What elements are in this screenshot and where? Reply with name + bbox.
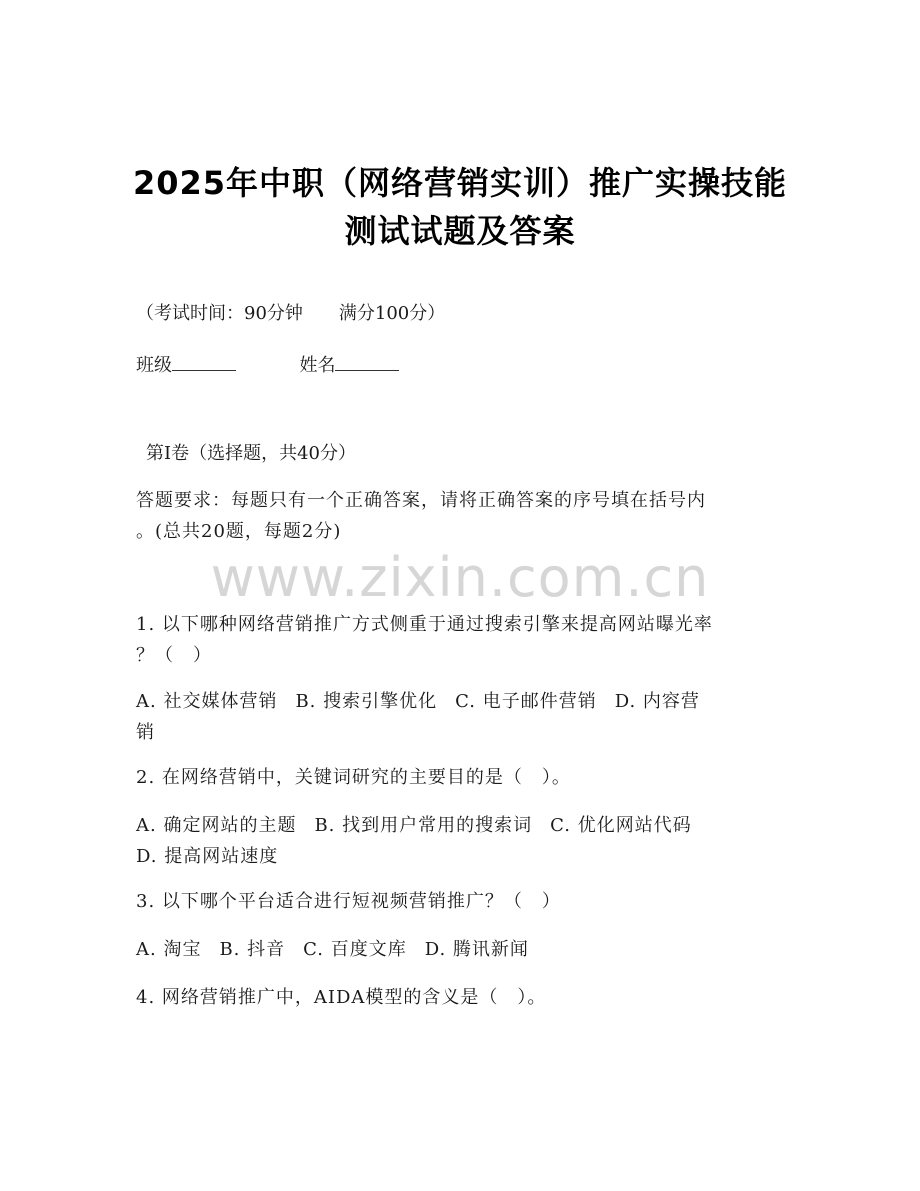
question-stem-line: 4. 网络营销推广中，AIDA模型的含义是（ ）。: [136, 987, 547, 1008]
name-blank: [335, 352, 399, 371]
question-3-stem: [136, 886, 786, 917]
question-stem-line: 1. 以下哪种网络营销推广方式侧重于通过搜索引擎来提高网站曝光率: [136, 614, 713, 635]
option-c: C. 百度文库: [303, 939, 407, 960]
option-c: C. 电子邮件营销: [455, 691, 597, 712]
option-a: A. 淘宝: [136, 939, 202, 960]
section-header: 第Ⅰ卷（选择题，共40分）: [146, 443, 357, 464]
question-stem-line: ？（ ）: [136, 645, 212, 666]
question-stem-line: 3. 以下哪个平台适合进行短视频营销推广？（ ）: [136, 891, 561, 912]
option-d: D. 腾讯新闻: [424, 939, 529, 960]
class-label: 班级: [136, 355, 172, 376]
question-3-options: [136, 934, 786, 965]
option-a: A. 社交媒体营销: [136, 691, 278, 712]
watermark: www.zixin.com.cn: [210, 546, 710, 609]
question-2-stem: [136, 762, 786, 793]
question-1-options: [136, 686, 786, 748]
question-1-stem: [136, 609, 786, 671]
option-a: A. 确定网站的主题: [136, 815, 297, 836]
option-c: C. 优化网站代码: [550, 815, 692, 836]
name-label: 姓名: [299, 355, 336, 376]
option-d: D. 内容营: [614, 691, 700, 712]
document-title-line-2: 测试试题及答案: [344, 212, 576, 250]
student-info-row: [136, 352, 399, 378]
instructions: [136, 485, 786, 547]
option-d-continued: 销: [136, 722, 155, 743]
question-2-options: [136, 810, 786, 872]
question-4-stem: [136, 982, 786, 1013]
exam-info: （考试时间：90分钟 满分100分）: [136, 303, 446, 324]
class-blank: [172, 352, 236, 371]
option-b: B. 抖音: [219, 939, 286, 960]
question-stem-line: 2. 在网络营销中，关键词研究的主要目的是（ ）。: [136, 767, 571, 788]
instructions-line-1: 答题要求：每题只有一个正确答案，请将正确答案的序号填在括号内: [136, 490, 706, 511]
instructions-line-2: 。(总共20题，每题2分): [136, 521, 342, 542]
document-title-line-1: 2025年中职（网络营销实训）推广实操技能: [132, 164, 788, 202]
option-b: B. 搜索引擎优化: [295, 691, 438, 712]
option-b: B. 找到用户常用的搜索词: [314, 815, 533, 836]
option-d: D. 提高网站速度: [136, 846, 279, 867]
